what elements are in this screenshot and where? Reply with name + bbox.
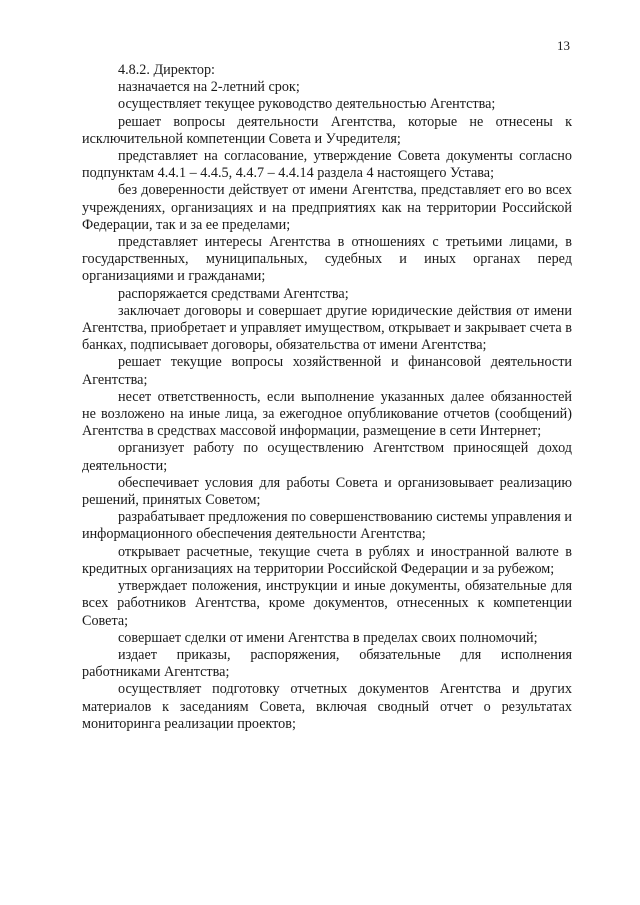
page-number: 13	[557, 38, 570, 53]
section-heading: 4.8.2. Директор:	[118, 62, 215, 78]
paragraph: решает вопросы деятельности Агентства, которые не отнесены к исключительной компетенции Совета и Учредителя;	[82, 113, 572, 147]
paragraph: представляет интересы Агентства в отношениях с третьими лицами, в государственных, муниципальных, судебных и иных органах перед организациями и гражданами;	[82, 234, 572, 285]
paragraph: издает приказы, распоряжения, обязательные для исполнения работниками Агентства;	[82, 646, 572, 681]
paragraph: осуществляет текущее руководство деятельностью Агентства;	[118, 96, 496, 113]
paragraph: назначается на 2-летний срок;	[118, 79, 300, 96]
paragraph: представляет на согласование, утверждение Совета документы согласно подпунктам 4.4.1 – 4.4.5, 4.4.7 – 4.4.14 раздела 4 настоящего Устава;	[82, 148, 572, 182]
paragraph: утверждает положения, инструкции и иные документы, обязательные для всех работников Агентства, кроме документов, отнесенных к компетенции Совета;	[82, 578, 572, 629]
paragraph: открывает расчетные, текущие счета в рублях и иностранной валюте в кредитных организациях на территории Российской Федерации и за рубежом;	[82, 543, 572, 577]
paragraph: разрабатывает предложения по совершенствованию системы управления и информационного обеспечения деятельности Агентства;	[82, 509, 572, 543]
paragraph: осуществляет подготовку отчетных документов Агентства и других материалов к заседаниям Совета, включая сводный отчет о результатах мониторинга реализации проектов;	[82, 681, 572, 732]
paragraph: организует работу по осуществлению Агентством приносящей доход деятельности;	[82, 440, 572, 474]
paragraph: заключает договоры и совершает другие юридические действия от имени Агентства, приобретает и управляет имуществом, открывает и закрывает счета в банках, подписывает договоры, обязательства от имени Агентства;	[82, 302, 572, 354]
paragraph: совершает сделки от имени Агентства в пределах своих полномочий;	[118, 629, 538, 646]
paragraph: обеспечивает условия для работы Совета и организовывает реализацию решений, принятых Советом;	[82, 474, 572, 509]
paragraph: распоряжается средствами Агентства;	[118, 285, 349, 302]
paragraph: решает текущие вопросы хозяйственной и финансовой деятельности Агентства;	[82, 354, 572, 388]
paragraph: несет ответственность, если выполнение указанных далее обязанностей не возложено на иные лица, за ежегодное опубликование отчетов (сообщений) Агентства в средствах массовой информации, размещение в сети Интернет;	[82, 388, 572, 440]
document-body	[82, 62, 572, 733]
paragraph: без доверенности действует от имени Агентства, представляет его во всех учреждениях, организациях и на предприятиях как на территории Российской Федерации, так и за ее пределами;	[82, 182, 572, 233]
